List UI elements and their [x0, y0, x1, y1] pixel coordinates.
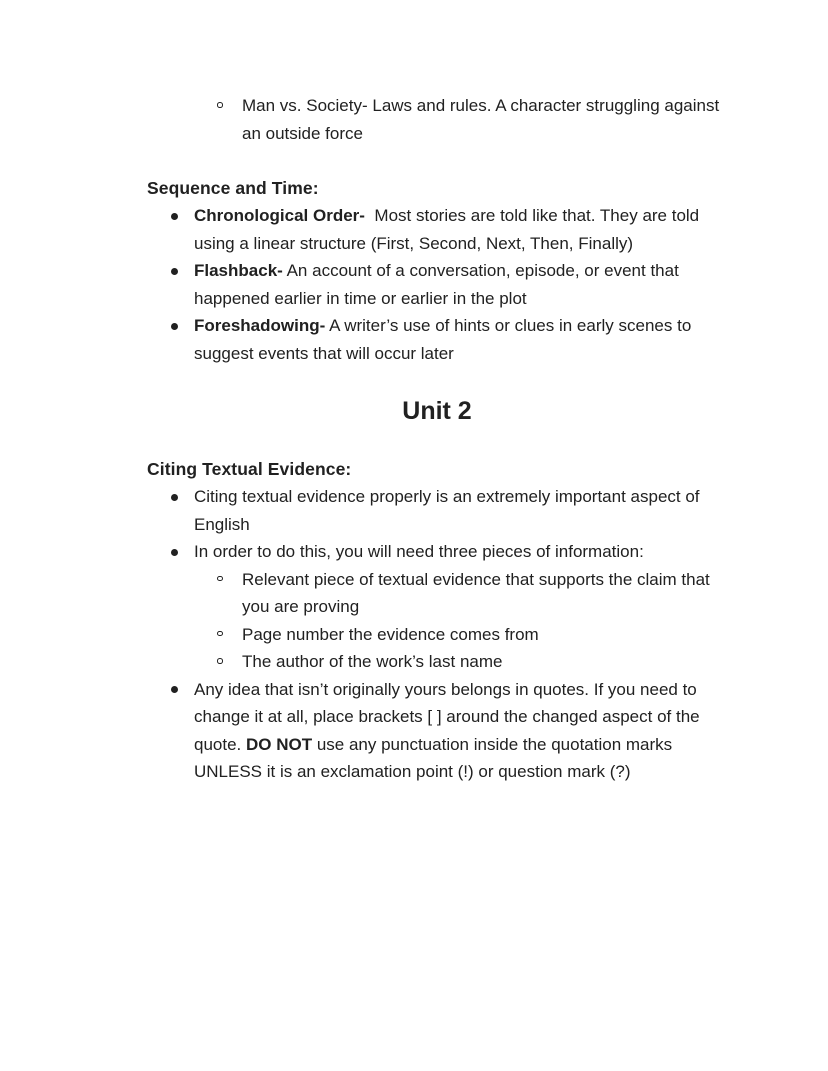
section-heading-sequence-and-time: Sequence and Time:	[147, 177, 319, 198]
bullet-filled-icon	[171, 213, 178, 220]
list-item-text	[194, 261, 679, 308]
list-item	[147, 92, 727, 147]
list-item	[147, 538, 727, 566]
unit-heading: Unit 2	[402, 397, 472, 425]
term-chronological-order: Chronological Order-	[194, 206, 365, 225]
term-definition: Most stories are told like that. They are told using a linear structure (First, Second, Next, Then, Finally)	[194, 206, 700, 253]
quote-rule-pre: Any idea that isn’t originally yours belongs in quotes. If you need to change it at all, place brackets [ ] around the changed aspect of the quote.	[194, 679, 700, 754]
list-item-text: Man vs. Society- Laws and rules. A character struggling against an outside force	[242, 96, 720, 143]
list-item	[147, 648, 727, 676]
list-item	[147, 621, 727, 649]
list-item-text	[194, 316, 691, 363]
quote-rule-emphasis: DO NOT	[246, 734, 313, 754]
term-definition: An account of a conversation, episode, or event that happened earlier in time or earlier in the plot	[194, 261, 679, 308]
list-item	[147, 676, 727, 786]
term-foreshadowing: Foreshadowing-	[194, 316, 326, 335]
quote-rule-post: use any punctuation inside the quotation marks UNLESS it is an exclamation point (!) or question mark (?)	[194, 734, 673, 781]
section-heading-citing-textual-evidence: Citing Textual Evidence:	[147, 458, 352, 479]
list-item	[147, 202, 727, 257]
list-item-text	[194, 206, 699, 253]
list-item-text	[194, 680, 700, 782]
term-flashback: Flashback-	[194, 261, 283, 280]
list-item-text: The author of the work’s last name	[242, 652, 503, 671]
list-item-text: In order to do this, you will need three pieces of information:	[194, 542, 644, 561]
term-definition: A writer’s use of hints or clues in early scenes to suggest events that will occur later	[194, 316, 692, 363]
list-item	[147, 483, 727, 538]
bullet-filled-icon	[171, 323, 178, 330]
bullet-hollow-icon	[217, 658, 223, 664]
list-item	[147, 257, 727, 312]
bullet-filled-icon	[171, 686, 178, 693]
bullet-filled-icon	[171, 494, 178, 501]
list-item-text: Citing textual evidence properly is an extremely important aspect of English	[194, 487, 700, 534]
bullet-filled-icon	[171, 549, 178, 556]
bullet-hollow-icon	[217, 102, 223, 108]
document-content	[147, 92, 727, 786]
bullet-filled-icon	[171, 268, 178, 275]
bullet-hollow-icon	[217, 631, 223, 637]
list-item	[147, 312, 727, 367]
list-item	[147, 566, 727, 621]
list-item-text: Page number the evidence comes from	[242, 624, 539, 644]
list-item-text: Relevant piece of textual evidence that supports the claim that you are proving	[242, 569, 710, 616]
bullet-hollow-icon	[217, 576, 223, 582]
